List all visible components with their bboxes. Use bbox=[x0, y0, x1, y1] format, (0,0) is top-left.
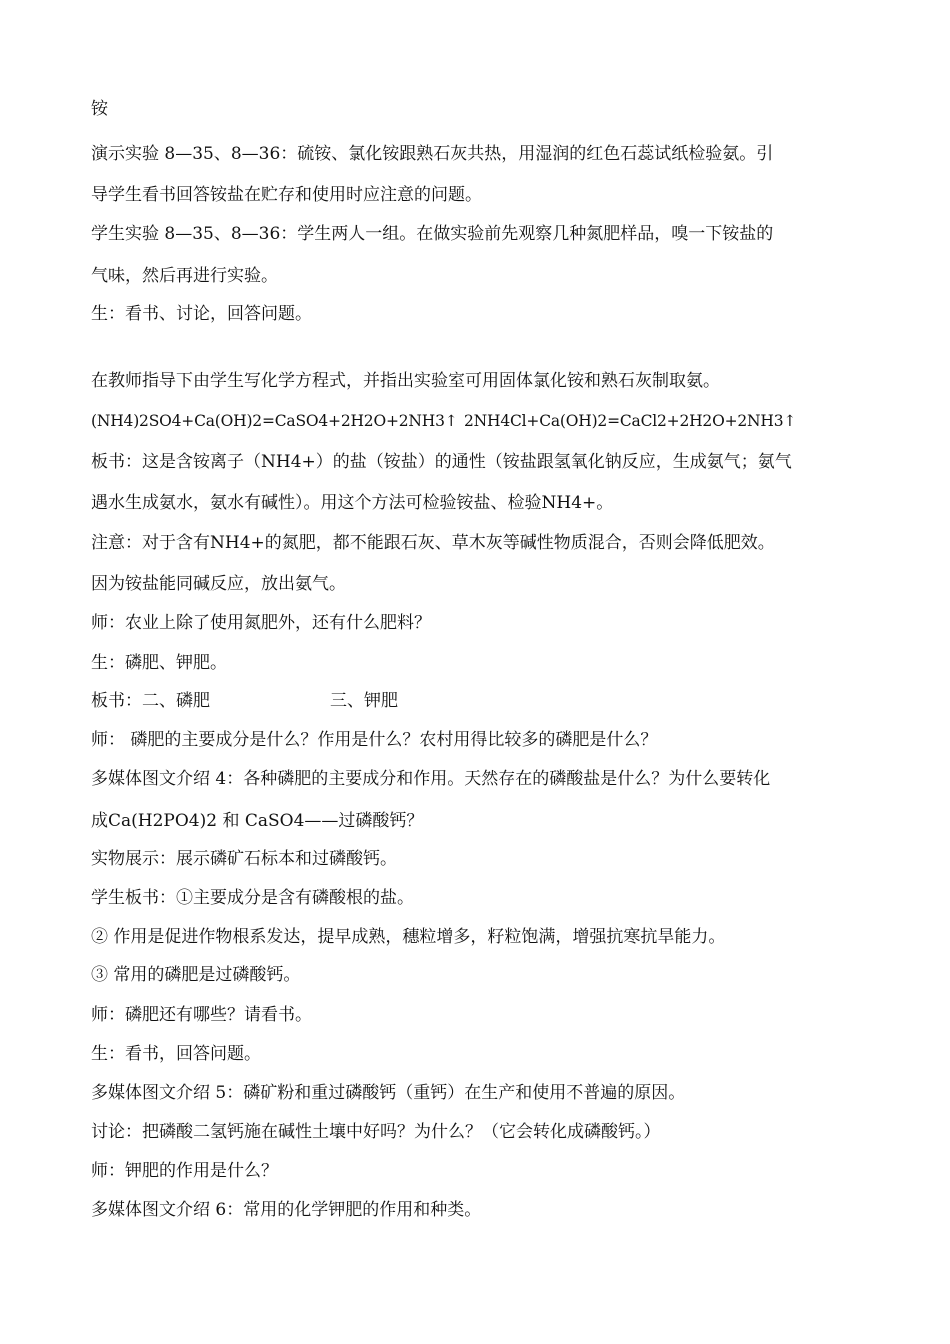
text-line: 铵 bbox=[91, 99, 108, 119]
text-line: 多媒体图文介绍 4：各种磷肥的主要成分和作用。天然存在的磷酸盐是什么？为什么要转化 bbox=[91, 769, 771, 789]
text-line: 师：农业上除了使用氮肥外，还有什么肥料？ bbox=[91, 613, 431, 633]
text-line: 师：磷肥还有哪些？请看书。 bbox=[91, 1005, 312, 1025]
text-line: 师：钾肥的作用是什么？ bbox=[91, 1161, 278, 1181]
text-line: 讨论：把磷酸二氢钙施在碱性土壤中好吗？为什么？（它会转化成磷酸钙。） bbox=[91, 1122, 661, 1142]
text-line: 学生板书：①主要成分是含有磷酸根的盐。 bbox=[91, 888, 414, 908]
text-line: 气味，然后再进行实验。 bbox=[91, 266, 278, 286]
text-line: 多媒体图文介绍 5：磷矿粉和重过磷酸钙（重钙）在生产和使用不普遍的原因。 bbox=[91, 1083, 686, 1103]
text-line: 演示实验 8—35、8—36：硫铵、氯化铵跟熟石灰共热，用湿润的红色石蕊试纸检验氨。引 bbox=[91, 144, 774, 164]
text-line: 生：磷肥、钾肥。 bbox=[91, 653, 227, 673]
text-line: ③ 常用的磷肥是过磷酸钙。 bbox=[91, 965, 301, 985]
text-line: 学生实验 8—35、8—36：学生两人一组。在做实验前先观察几种氮肥样品，嗅一下铵盐的 bbox=[91, 224, 774, 244]
chemical-equation-2: 2NH4Cl+Ca(OH)2=CaCl2+2H2O+2NH3↑ bbox=[464, 412, 797, 430]
text-line: 遇水生成氨水，氨水有碱性）。用这个方法可检验铵盐、检验NH4+。 bbox=[91, 493, 614, 513]
text-line: 注意：对于含有NH4+的氮肥，都不能跟石灰、草木灰等碱性物质混合，否则会降低肥效。 bbox=[91, 533, 775, 553]
board-heading-potash: 三、钾肥 bbox=[330, 691, 398, 711]
text-line: 板书：这是含铵离子（NH4+）的盐（铵盐）的通性（铵盐跟氢氧化钠反应，生成氨气；氨气 bbox=[91, 452, 792, 472]
text-line: 生：看书，回答问题。 bbox=[91, 1044, 261, 1064]
board-heading-phosphate: 板书：二、磷肥 bbox=[91, 691, 210, 711]
text-line: 因为铵盐能同碱反应，放出氨气。 bbox=[91, 574, 346, 594]
text-line: ② 作用是促进作物根系发达，提早成熟，穗粒增多，籽粒饱满，增强抗寒抗旱能力。 bbox=[91, 927, 726, 947]
text-line: 生：看书、讨论，回答问题。 bbox=[91, 304, 312, 324]
text-line: 在教师指导下由学生写化学方程式，并指出实验室可用固体氯化铵和熟石灰制取氨。 bbox=[91, 371, 720, 391]
text-line: 多媒体图文介绍 6：常用的化学钾肥的作用和种类。 bbox=[91, 1200, 482, 1220]
text-line: 师： 磷肥的主要成分是什么？作用是什么？农村用得比较多的磷肥是什么？ bbox=[91, 730, 658, 750]
chemical-equation-1: (NH4)2SO4+Ca(OH)2=CaSO4+2H2O+2NH3↑ bbox=[91, 412, 458, 430]
text-line: 成Ca(H2PO4)2 和 CaSO4——过磷酸钙？ bbox=[91, 811, 424, 831]
text-line: 实物展示：展示磷矿石标本和过磷酸钙。 bbox=[91, 849, 397, 869]
text-line: 导学生看书回答铵盐在贮存和使用时应注意的问题。 bbox=[91, 185, 482, 205]
